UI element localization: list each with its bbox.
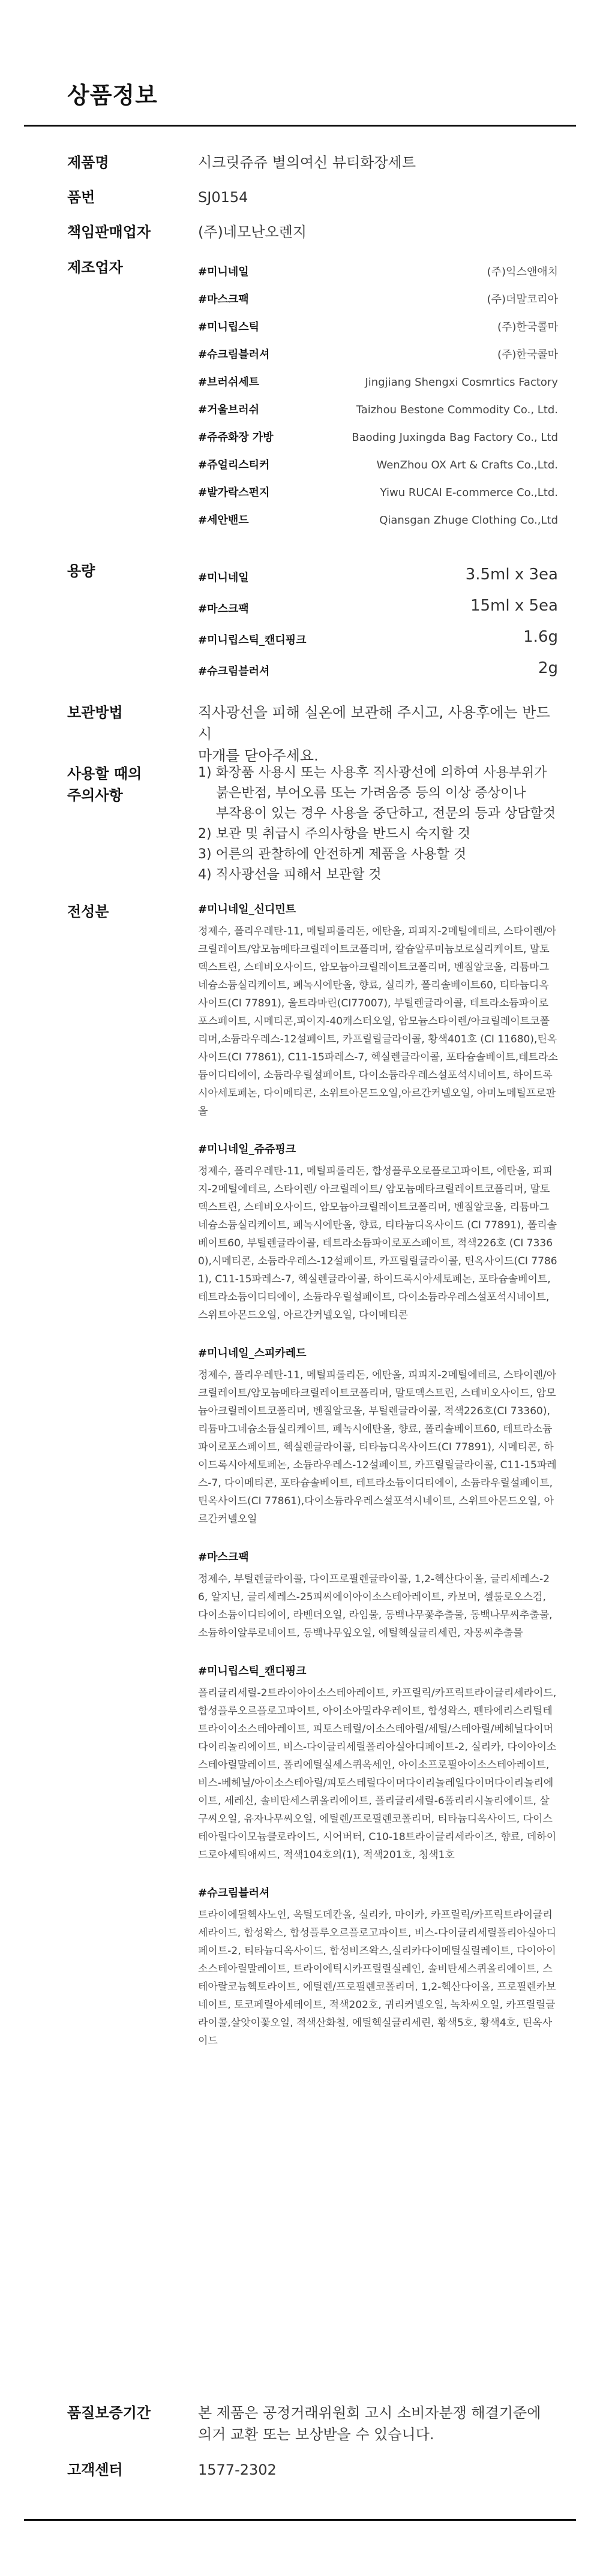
- ingredient-group: [198, 1141, 558, 1324]
- caution-line: 부작용이 있는 경우 사용을 중단하고, 전문의 등과 상담할것: [216, 806, 556, 821]
- manufacturer-product: #세안밴드: [198, 514, 249, 527]
- volume-item: [198, 560, 558, 591]
- manufacturer-item: [198, 312, 558, 339]
- ingredient-text: 정제수, 폴리우레탄-11, 메틸피롤리돈, 합성플루오로플로고파이트, 에탄올, 피피지-2메틸에테르, 스타이렌/ 아크릴레이트/ 암모늄메타크릴레이트코폴리머, 말토덱스트린, 스테비오사이드, 암모늄아크릴레이트코폴리머, 벤질알코올, 리튬마그네슘소듐실리케이트, 페녹시에탄올, 향료, 티타늄디옥사이드 (CI 77891), 폴리솔베이트60, 부틸렌글라이콜, 테트라소듐파이로포스페이트, 적색226호 (CI 73360),시메티콘, 소듐라우레스-12설페이트, 카프릴릴글라이콜, 틴옥사이드(CI 77861), C11-15파레스-7, 헥실렌글라이콜, 하이드록시아세토페논, 포타슘솔베이트, 테트라소듐이디티에이, 소듐라우릴설페이트, 다이소듐라우레스설포석시네이트, 스위트아몬드오일, 아르간커넬오일, 다이메티콘: [198, 1165, 557, 1321]
- ingredient-group: [198, 1884, 558, 2050]
- manufacturer-product: #거울브러쉬: [198, 404, 260, 416]
- row-manufacturer: [67, 257, 559, 533]
- volume-item: [198, 654, 558, 685]
- manufacturer-company: Qiansgan Zhuge Clothing Co.,Ltd: [379, 514, 558, 527]
- manufacturer-item: [198, 477, 558, 505]
- ingredient-text: 정제수, 폴리우레탄-11, 메틸피롤리돈, 에탄올, 피피지-2메틸에테르, 스타이렌/아크릴레이트/암모늄메타크릴레이트코폴리머, 말토덱스트린, 스테비오사이드, 암모늄아크릴레이트코폴리머, 벤질알코올, 부틸렌글라이콜, 적색226호(CI 73360), 리튬마그네슘소듐실리케이트, 페녹시에탄올, 향료, 폴리솔베이트60, 테트라소듐파이로포스페이트, 헥실렌글라이콜, 티타늄디옥사이드(CI 77891), 시메티콘, 하이드록시아세토페논, 소듐라우레스-12설페이트, 카프릴릴글라이콜, C11-15파레스-7, 다이메티콘, 포타슘솔베이트, 테트라소듐이디티에이, 소듐라우릴설페이트, 틴옥사이드(CI 77861),다이소듐라우레스설포석시네이트, 스위트아몬드오일, 아르간커넬오일: [198, 1369, 557, 1525]
- product-name-value: 시크릿쥬쥬 별의여신 뷰티화장세트: [198, 154, 416, 171]
- ingredient-heading: #미니네일_쥬쥬핑크: [198, 1143, 296, 1156]
- manufacturer-item: [198, 284, 558, 312]
- ingredient-group: [198, 1345, 558, 1528]
- warranty-text: [198, 2402, 558, 2445]
- manufacturer-product: #브러쉬세트: [198, 376, 260, 389]
- seller-label: 책임판매업자: [67, 224, 151, 241]
- warranty-line: 의거 교환 또는 보상받을 수 있습니다.: [198, 2426, 434, 2443]
- manufacturer-label: 제조업자: [67, 259, 123, 276]
- caution-line: 2) 보관 및 취급시 주의사항을 반드시 숙지할 것: [198, 826, 471, 841]
- volume-item: [198, 591, 558, 623]
- manufacturer-product: #쥬쥬화장 가방: [198, 431, 274, 444]
- cs-value: 1577-2302: [198, 2461, 277, 2478]
- ingredient-text: 트라이에뒬헥사노인, 옥틸도데칸올, 실리카, 마이카, 카프릴릭/카프릭트라이글리세라이드, 합성왁스, 합성플루오르플로고파이트, 비스-다이글리세릴폴리아실아디페이트-2, 티타늄디옥사이드, 합성비즈왁스,실리카다이메틸실릴레이트, 다이아이소스테아릴말레이트, 트라이에틱시카프릴릴실레인, 솔비탄세스퀴올리에이트, 스테아랄코늄헥토라이트, 에틸렌/프로필렌코폴리머, 1,2-헥산다이올, 프로필렌카보네이트, 토코페릴아세테이트, 적색202호, 귀리커넬오일, 녹차씨오일, 카프릴릴글라이콜,살앗이꽃오일, 적색산화철, 에틸헥실글리세린, 황색5호, 황색4호, 틴옥사이드: [198, 1909, 556, 2047]
- ingredient-text: 정제수, 폴리우레탄-11, 메틸피롤리돈, 에탄올, 피피지-2메틸에테르, 스타이렌/아크릴레이트/암모늄메타크릴레이트코폴리머, 칼슘알루미늄보로실리케이트, 말토덱스트린, 스테비오사이드, 암모늄아크릴레이트코폴리머, 벤질알코올, 리튬마그네슘소듐실리케이트, 폐녹시에탄올, 향료, 실리카, 폴리솔베이트60, 티타늄디옥사이드(CI 77891), 울트라마린(CI77007), 부틸렌글라이콜, 테트라소듐파이로포스페이트, 시메티콘,피이지-40캐스터오일, 암모늄스타이렌/아크릴레이트코폴리머,소듐라우레스-12설페이트, 카프릴릴글라이콜, 황색401호 (CI 11680),틴옥사이드(CI 77861), C11-15파레스-7, 헥실렌글라이콜, 포타슘솔베이트,테트라소듐이디티에이, 소듐라우릴설페이트, 다이소듐라우레스설포석시네이트, 하이드록시아세토페논, 다이메티콘, 소위트아몬드오일,아르간커넬오일, 아미노메틸프로판올: [198, 925, 558, 1117]
- caution-line: 붉은반점, 부어오름 또는 가려움증 등의 이상 증상이나: [216, 786, 526, 801]
- manufacturer-item: [198, 505, 558, 533]
- volume-amount: 15ml x 5ea: [470, 597, 558, 615]
- manufacturer-company: (주)한국콜마: [497, 348, 558, 361]
- manufacturer-company: Yiwu RUCAI E-commerce Co.,Ltd.: [380, 486, 558, 499]
- volume-amount: 1.6g: [523, 628, 558, 646]
- ingredient-heading: #미니네일_신디민트: [198, 903, 296, 916]
- storage-text: [198, 702, 558, 767]
- manufacturer-company: Baoding Juxingda Bag Factory Co., Ltd: [352, 431, 558, 444]
- manufacturer-company: WenZhou OX Art & Crafts Co.,Ltd.: [376, 459, 558, 471]
- ingredient-group: [198, 1549, 558, 1642]
- manufacturer-product: #미니립스틱: [198, 321, 260, 333]
- manufacturer-company: Jingjiang Shengxi Cosmrtics Factory: [365, 376, 558, 389]
- manufacturer-product: #쥬얼리스티커: [198, 459, 270, 471]
- storage-line: 직사광선을 피해 실온에 보관해 주시고, 사용후에는 반드시: [198, 704, 550, 743]
- volume-amount: 2g: [538, 659, 558, 677]
- cs-label: 고객센터: [67, 2461, 123, 2478]
- row-volume: [67, 560, 559, 698]
- volume-product: #미니립스틱_캔디핑크: [198, 634, 307, 647]
- manufacturer-item: [198, 367, 558, 395]
- manufacturer-item: [198, 422, 558, 450]
- ingredient-heading: #미니네일_스피카레드: [198, 1347, 307, 1360]
- ingredient-heading: #미니립스틱_캔디핑크: [198, 1665, 307, 1678]
- volume-item: [198, 623, 558, 654]
- page-title: 상품정보: [67, 82, 158, 109]
- row-warranty: [67, 2402, 559, 2450]
- ingredient-group: [198, 1663, 558, 1864]
- manufacturer-product: #발가락스펀지: [198, 486, 270, 499]
- product-name-label: 제품명: [67, 154, 109, 171]
- caution-text: [198, 763, 558, 885]
- caution-label: [67, 763, 187, 806]
- manufacturer-item: [198, 257, 558, 284]
- caution-line: 4) 직사광선을 피해서 보관할 것: [198, 867, 382, 882]
- row-seller: [67, 221, 559, 245]
- product-no-label: 품번: [67, 189, 95, 206]
- manufacturer-company: (주)한국콜마: [497, 321, 558, 333]
- ingredient-heading: #마스크팩: [198, 1551, 249, 1564]
- manufacturer-product: #미니네일: [198, 266, 249, 278]
- warranty-label: 품질보증기간: [67, 2404, 151, 2421]
- top-divider: [24, 125, 576, 127]
- volume-product: #슈크림블러셔: [198, 665, 270, 678]
- storage-label: 보관방법: [67, 704, 123, 721]
- row-customer-service: [67, 2459, 559, 2483]
- bottom-divider: [24, 2519, 576, 2521]
- manufacturer-item: [198, 450, 558, 477]
- ingredients-label: 전성분: [67, 903, 109, 920]
- manufacturer-company: (주)익스앤애치: [487, 266, 558, 278]
- ingredient-heading: #슈크림블러셔: [198, 1887, 270, 1899]
- manufacturer-list: [198, 257, 558, 533]
- volume-label: 용량: [67, 563, 95, 579]
- manufacturer-item: [198, 339, 558, 367]
- volume-amount: 3.5ml x 3ea: [465, 566, 558, 584]
- row-storage: [67, 702, 559, 764]
- storage-line: 마개를 닫아주세요.: [198, 747, 319, 764]
- volume-product: #미니네일: [198, 572, 249, 584]
- manufacturer-product: #슈크림블러셔: [198, 348, 270, 361]
- volume-product: #마스크팩: [198, 603, 249, 615]
- caution-label-line: 사용할 때의: [67, 765, 142, 782]
- row-product-no: [67, 187, 559, 211]
- caution-label-line: 주의사항: [67, 787, 123, 804]
- caution-line: 1) 화장품 사용시 또는 사용후 직사광선에 의하여 사용부위가: [198, 765, 547, 780]
- volume-list: [198, 560, 558, 685]
- row-caution: [67, 763, 559, 901]
- row-ingredients: [67, 901, 559, 2376]
- seller-value: (주)네모난오렌지: [198, 224, 307, 241]
- caution-line: 3) 어른의 관찰하에 안전하게 제품을 사용할 것: [198, 847, 467, 862]
- ingredients-list: [198, 901, 558, 2070]
- manufacturer-item: [198, 395, 558, 422]
- manufacturer-product: #마스크팩: [198, 293, 249, 306]
- manufacturer-company: (주)더말코리아: [487, 293, 558, 306]
- ingredient-text: 정제수, 부틸렌글라이콜, 다이프로필렌글라이콜, 1,2-헥산다이올, 글리세레스-26, 알지닌, 글리세레스-25피씨에이아이소스테아레이트, 카보머, 셀룰로오스검, 다이소듐이디티에이, 라벤더오일, 라임물, 동백나무꽃추출물, 동백나무씨추출물, 소듐하이알루로네이트, 동백나무잎오일, 에틸헥실글리세린, 자몽씨추출물: [198, 1573, 553, 1639]
- product-no-value: SJ0154: [198, 189, 248, 206]
- ingredient-group: [198, 901, 558, 1120]
- ingredient-text: 폴리글리세릴-2트라이아이소스테아레이트, 카프릴릭/카프릭트라이글리세라이드, 합성플루오르플로고파이트, 아이소아밀라우레이트, 합성왁스, 펜타에리스리틸테트라이이소스테아레이트, 피토스테릴/이소스테아릴/세틸/스테아릴/베헤닐다이머다이리놀리에이트, 비스-다이글리세릴폴리아실아디페이트-2, 실리카, 다이아이소스테아릴말레이트, 폴리에틸실세스퀴옥세인, 아이소프로필아이소스테아레이트, 비스-베헤닐/아이소스테아릴/피토스테릴다이머다이리놀레일다이머다이리놀리에이트, 세레신, 솔비탄세스퀴올리에이트, 폴리글리세릴-6폴리리시놀리에이트, 살구씨오일, 유자나무씨오일, 에틸렌/프로필렌코폴리머, 티타늄디옥사이드, 다이스테아릴다이모늄클로라이드, 시어버터, C10-18트라이글리세라이즈, 향료, 데하이드로아세틱애씨드, 적색104호의(1), 적색201호, 청색1호: [198, 1687, 557, 1861]
- warranty-line: 본 제품은 공정거래위원회 고시 소비자분쟁 해결기준에: [198, 2404, 541, 2421]
- row-product-name: [67, 152, 559, 176]
- manufacturer-company: Taizhou Bestone Commodity Co., Ltd.: [356, 404, 558, 416]
